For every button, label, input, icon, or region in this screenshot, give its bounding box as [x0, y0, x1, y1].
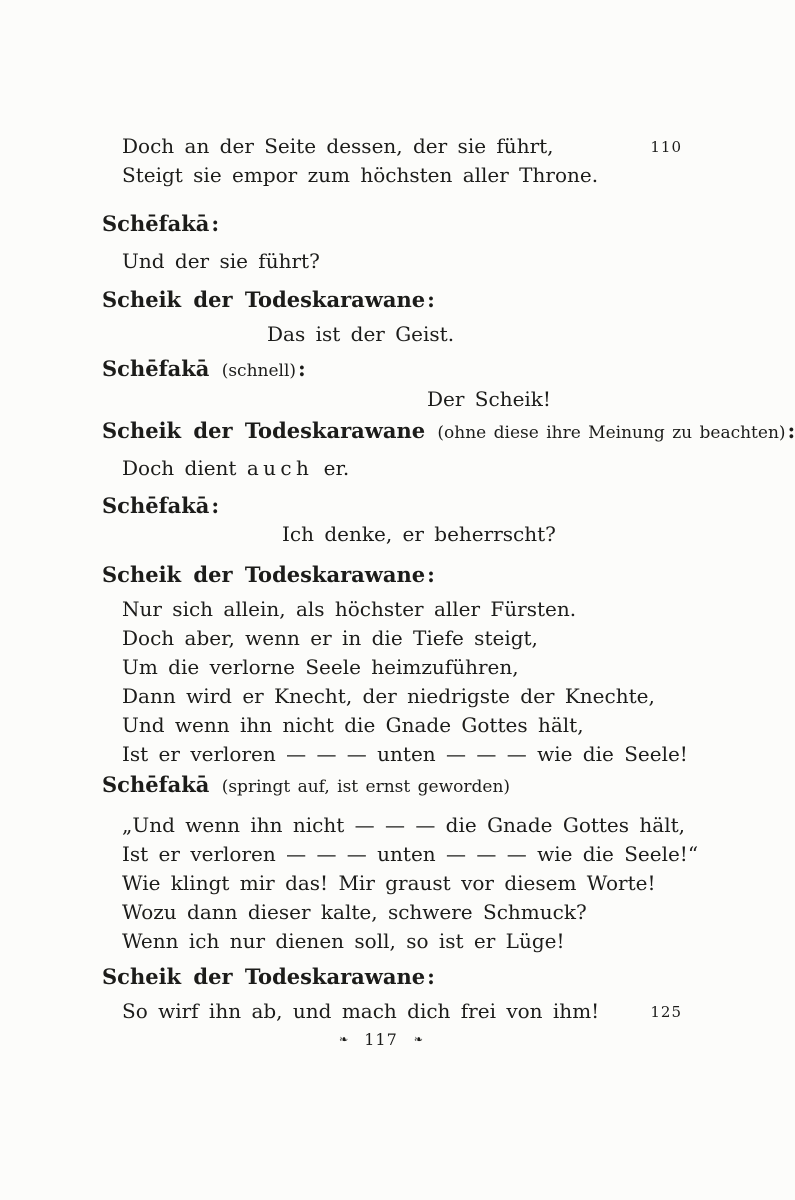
speaker-name: Schēfakā: [102, 493, 210, 518]
page-footer: [0, 1030, 762, 1049]
speaker-name: Scheik der Todeskarawane: [102, 287, 426, 312]
speaker-colon: :: [787, 418, 795, 443]
verse-line: Ist er verloren — — — unten — — — wie die Seele!“: [122, 842, 699, 866]
verse-line: [102, 997, 684, 1026]
speaker-heading: [102, 417, 795, 447]
speaker-colon: :: [427, 562, 435, 587]
verse-line: Nur sich allein, als höchster aller Fürsten.: [122, 597, 577, 621]
verse-block: [102, 320, 684, 349]
speaker-heading: [102, 355, 684, 385]
fleuron-ornament-icon: ❧: [413, 1033, 423, 1046]
speaker-colon: [510, 772, 512, 797]
verse-block: [102, 997, 684, 1026]
verse-block: [102, 595, 688, 769]
verse-line: Steigt sie empor zum höchsten aller Throne.: [122, 163, 599, 187]
speaker-heading: [102, 286, 684, 314]
text-block: [102, 132, 795, 1026]
line-number: 125: [650, 1003, 682, 1021]
verse-line: Wozu dann dieser kalte, schwere Schmuck?: [122, 900, 587, 924]
verse-block: [102, 247, 684, 276]
verse-line: Ich denke, er beherrscht?: [282, 522, 556, 546]
speaker-name: Schēfakā: [102, 356, 210, 381]
speaker-heading: [102, 561, 684, 589]
verse-block: [102, 132, 684, 190]
speaker-name: Schēfakā: [102, 772, 210, 797]
verse-line: Um die verlorne Seele heimzuführen,: [122, 655, 519, 679]
verse-line: Der Scheik!: [427, 387, 551, 411]
verse-line: „Und wenn ihn nicht — — — die Gnade Gottes hält,: [122, 813, 685, 837]
speaker-name: Scheik der Todeskarawane: [102, 562, 426, 587]
speaker-name: Scheik der Todeskarawane: [102, 964, 426, 989]
speaker-colon: :: [211, 211, 220, 236]
verse-line: Und wenn ihn nicht die Gnade Gottes hält,: [122, 713, 584, 737]
stage-direction: (ohne diese ihre Meinung zu beachten): [437, 423, 786, 443]
verse-block: [102, 811, 699, 956]
verse-line: Das ist der Geist.: [267, 322, 455, 346]
verse-line-text: Doch dient: [122, 456, 247, 480]
verse-line: [102, 132, 684, 161]
speaker-heading: [102, 963, 684, 991]
speaker-heading: [102, 210, 684, 238]
verse-line: Wenn ich nur dienen soll, so ist er Lüge!: [122, 929, 565, 953]
verse-line-text: So wirf ihn ab, und mach dich frei von ihm!: [122, 999, 600, 1023]
line-number: 110: [650, 138, 682, 156]
speaker-name: Scheik der Todeskarawane: [102, 418, 426, 443]
speaker-heading: [102, 492, 684, 520]
verse-block: [102, 385, 684, 414]
verse-line: Dann wird er Knecht, der niedrigste der Knechte,: [122, 684, 655, 708]
verse-line: Und der sie führt?: [122, 249, 320, 273]
stage-direction: (schnell): [221, 361, 297, 381]
stage-direction: (springt auf, ist ernst geworden): [221, 777, 511, 797]
verse-line-text: Doch an der Seite dessen, der sie führt,: [122, 134, 554, 158]
speaker-colon: :: [427, 287, 435, 312]
verse-line-text: er.: [313, 456, 350, 480]
speaker-colon: :: [298, 356, 306, 381]
speaker-heading: [102, 771, 684, 801]
verse-line: Doch aber, wenn er in die Tiefe steigt,: [122, 626, 538, 650]
verse-line: Ist er verloren — — — unten — — — wie die Seele!: [122, 742, 688, 766]
verse-line: [102, 454, 684, 483]
fleuron-ornament-icon: ❧: [339, 1033, 349, 1046]
verse-line: Wie klingt mir das! Mir graust vor diesem Worte!: [122, 871, 656, 895]
speaker-colon: :: [211, 493, 220, 518]
page-number: 117: [364, 1030, 398, 1049]
emphasized-word: auch: [246, 456, 314, 480]
speaker-name: Schēfakā: [102, 211, 210, 236]
verse-block: [102, 520, 684, 549]
verse-block: [102, 454, 684, 483]
speaker-colon: :: [427, 964, 435, 989]
